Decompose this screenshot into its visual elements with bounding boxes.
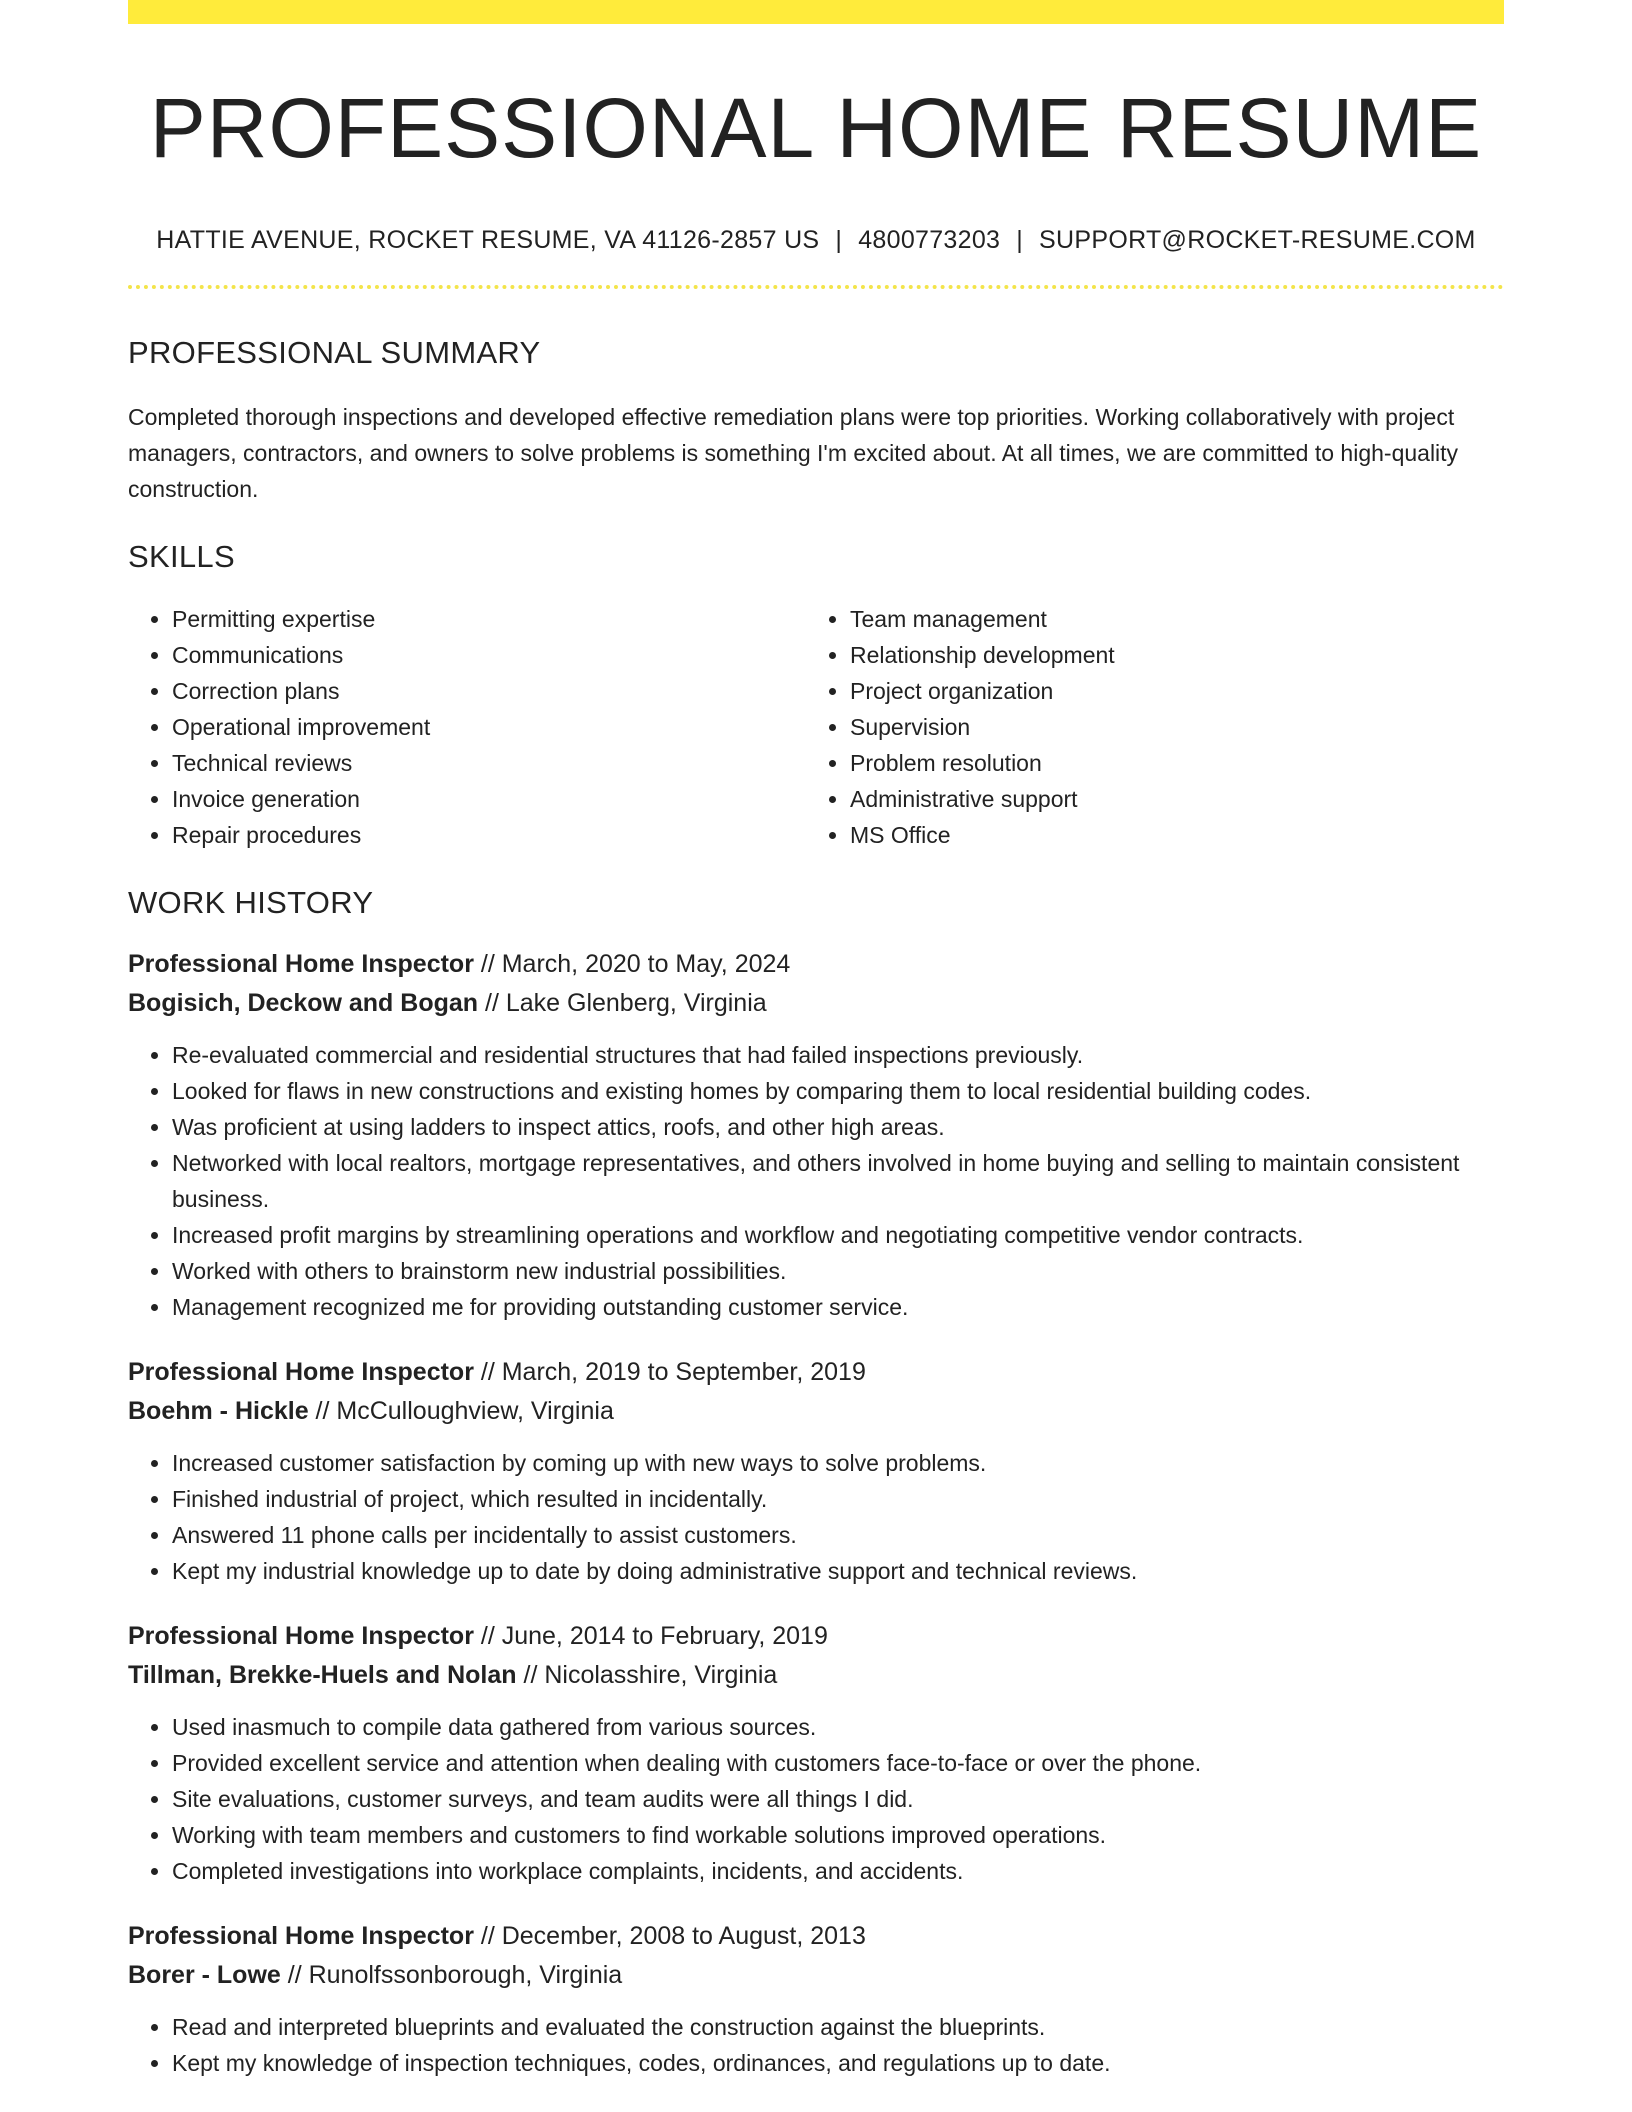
job-dates: // March, 2020 to May, 2024 — [473, 950, 791, 979]
job-bullet: • Completed investigations into workplace complaints, incidents, and accidents. — [172, 1853, 1504, 1889]
contact-email: SUPPORT@ROCKET-RESUME.COM — [1039, 226, 1476, 255]
job-company: Bogisich, Deckow and Bogan — [128, 989, 479, 1018]
skill-item: • Project organization — [850, 673, 1484, 709]
summary-heading: PROFESSIONAL SUMMARY — [128, 335, 541, 371]
skills-heading: SKILLS — [128, 539, 235, 575]
job-bullet: • Increased profit margins by streamlining operations and workflow and negotiating competitive vendor contracts. — [172, 1217, 1504, 1253]
job-title-line — [128, 945, 1504, 984]
job-role: Professional Home Inspector — [128, 1922, 474, 1951]
job-bullet: • Kept my industrial knowledge up to date by doing administrative support and technical reviews. — [172, 1553, 1504, 1589]
skill-item: • Invoice generation — [172, 781, 806, 817]
job-bullet: • Worked with others to brainstorm new industrial possibilities. — [172, 1253, 1504, 1289]
job-bullet: • Answered 11 phone calls per incidentally to assist customers. — [172, 1517, 1504, 1553]
job-title-line — [128, 1353, 1504, 1392]
job-bullet: • Looked for flaws in new constructions and existing homes by comparing them to local residential building codes. — [172, 1073, 1504, 1109]
accent-top-bar — [128, 0, 1504, 24]
job-bullet: • Read and interpreted blueprints and evaluated the construction against the blueprints. — [172, 2009, 1504, 2045]
job-dates: // December, 2008 to August, 2013 — [473, 1922, 866, 1951]
job-company: Boehm - Hickle — [128, 1397, 309, 1426]
skill-item: • Permitting expertise — [172, 601, 806, 637]
skills-column-right — [806, 601, 1484, 853]
job-bullet: • Used inasmuch to compile data gathered from various sources. — [172, 1709, 1504, 1745]
job-bullet: • Working with team members and customers to find workable solutions improved operations. — [172, 1817, 1504, 1853]
skill-item: • Technical reviews — [172, 745, 806, 781]
job-company-line — [128, 1956, 1504, 1995]
contact-address: HATTIE AVENUE, ROCKET RESUME, VA 41126-2857 US — [156, 226, 820, 255]
skill-item: • Supervision — [850, 709, 1484, 745]
contact-phone: 4800773203 — [858, 226, 1001, 255]
job-location: // Lake Glenberg, Virginia — [478, 989, 767, 1018]
job-bullets — [128, 1709, 1504, 1889]
job-bullet: • Provided excellent service and attention when dealing with customers face-to-face or over the phone. — [172, 1745, 1504, 1781]
work-history-heading: WORK HISTORY — [128, 885, 374, 921]
job-bullet: • Site evaluations, customer surveys, and team audits were all things I did. — [172, 1781, 1504, 1817]
skill-item: • MS Office — [850, 817, 1484, 853]
job-title-line — [128, 1617, 1504, 1656]
job-bullet: • Networked with local realtors, mortgage representatives, and others involved in home buying and selling to maintain consistent business. — [172, 1145, 1504, 1217]
resume-page — [128, 0, 1504, 2081]
skill-item: • Team management — [850, 601, 1484, 637]
job-entry — [128, 945, 1504, 1325]
contact-separator: | — [1016, 226, 1024, 255]
skill-item: • Administrative support — [850, 781, 1484, 817]
job-bullet: • Finished industrial of project, which resulted in incidentally. — [172, 1481, 1504, 1517]
job-company: Borer - Lowe — [128, 1961, 281, 1990]
job-location: // Nicolasshire, Virginia — [516, 1661, 778, 1690]
skill-item: • Relationship development — [850, 637, 1484, 673]
job-company-line — [128, 1656, 1504, 1695]
job-role: Professional Home Inspector — [128, 950, 474, 979]
job-company: Tillman, Brekke-Huels and Nolan — [128, 1661, 517, 1690]
job-location: // McCulloughview, Virginia — [308, 1397, 614, 1426]
job-title-line — [128, 1917, 1504, 1956]
skills-list — [128, 601, 1504, 853]
contact-separator: | — [835, 226, 843, 255]
job-bullets — [128, 2009, 1504, 2081]
job-bullets — [128, 1445, 1504, 1589]
job-entry — [128, 1917, 1504, 2081]
job-dates: // March, 2019 to September, 2019 — [473, 1358, 866, 1387]
job-dates: // June, 2014 to February, 2019 — [473, 1622, 828, 1651]
job-entry — [128, 1617, 1504, 1889]
job-bullet: • Re-evaluated commercial and residential structures that had failed inspections previously. — [172, 1037, 1504, 1073]
job-company-line — [128, 984, 1504, 1023]
job-role: Professional Home Inspector — [128, 1358, 474, 1387]
skills-column-left — [128, 601, 806, 853]
job-bullet: • Management recognized me for providing outstanding customer service. — [172, 1289, 1504, 1325]
skill-item: • Problem resolution — [850, 745, 1484, 781]
skill-item: • Communications — [172, 637, 806, 673]
skill-item: • Repair procedures — [172, 817, 806, 853]
job-company-line — [128, 1392, 1504, 1431]
skill-item: • Correction plans — [172, 673, 806, 709]
job-bullet: • Kept my knowledge of inspection techniques, codes, ordinances, and regulations up to date. — [172, 2045, 1504, 2081]
job-location: // Runolfssonborough, Virginia — [280, 1961, 623, 1990]
contact-line — [128, 226, 1504, 255]
summary-text: Completed thorough inspections and developed effective remediation plans were top priorities. Working collaboratively with project managers, contractors, and owners to solve problems is something I'm excited about. At all times, we are committed to high-quality construction. — [128, 404, 1459, 503]
job-entry — [128, 1353, 1504, 1589]
job-bullets — [128, 1037, 1504, 1325]
dotted-divider — [128, 285, 1504, 289]
skill-item: • Operational improvement — [172, 709, 806, 745]
job-bullet: • Was proficient at using ladders to inspect attics, roofs, and other high areas. — [172, 1109, 1504, 1145]
resume-name: PROFESSIONAL HOME RESUME — [149, 81, 1483, 175]
job-role: Professional Home Inspector — [128, 1622, 474, 1651]
job-bullet: • Increased customer satisfaction by coming up with new ways to solve problems. — [172, 1445, 1504, 1481]
